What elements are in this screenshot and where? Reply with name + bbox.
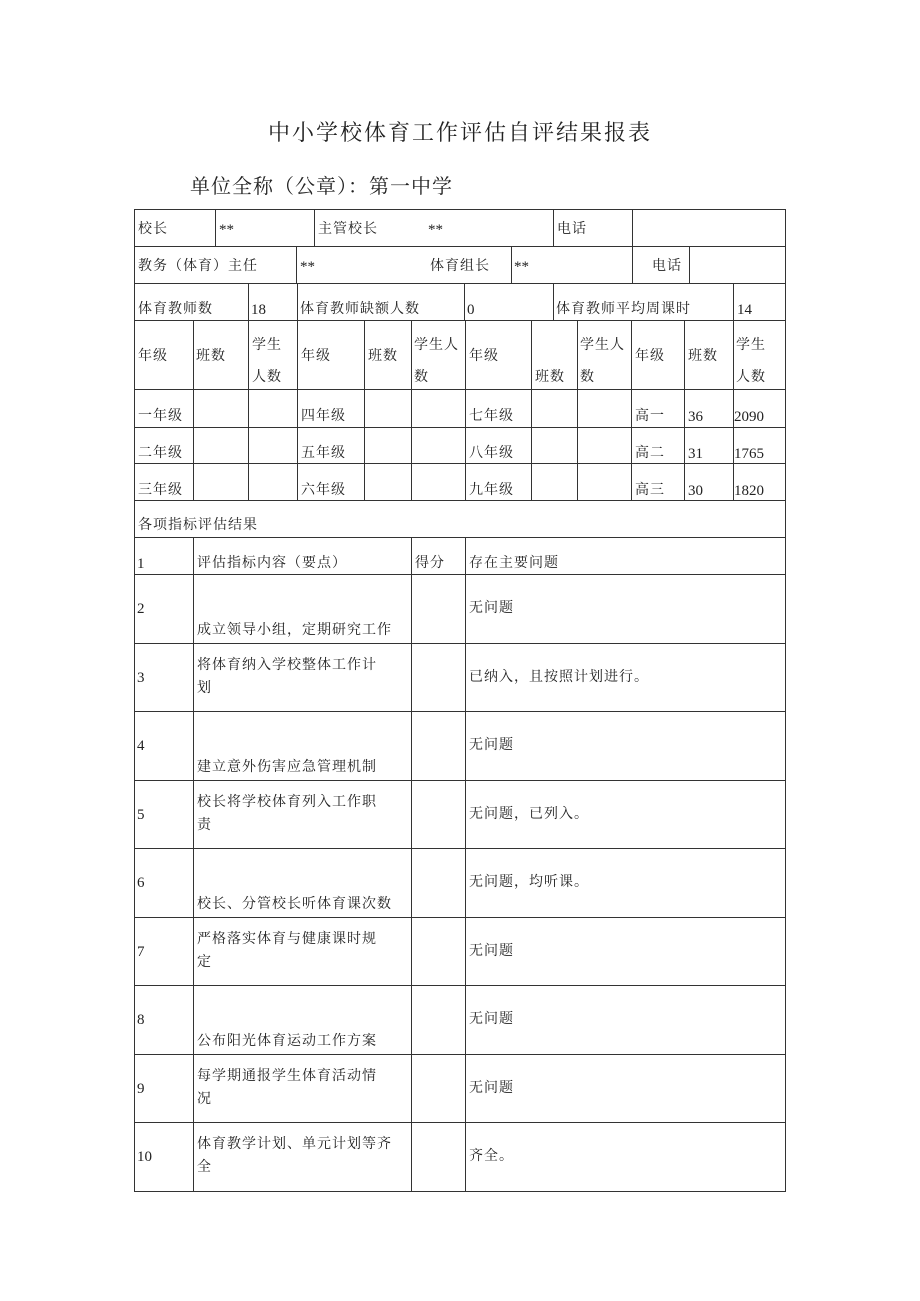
students-header: 学生人 <box>580 337 625 353</box>
grade-cell: 三年级 <box>138 482 183 498</box>
students-header: 学生人 <box>414 337 459 353</box>
unit-name: 单位全称（公章）：第一中学 <box>190 174 453 198</box>
grade-cell: 高二 <box>635 445 665 461</box>
eval-item-no: 10 <box>137 1149 152 1165</box>
v-line <box>364 320 365 500</box>
hours-value: 14 <box>737 302 752 318</box>
classes-header: 班数 <box>196 348 226 364</box>
principal-value: ** <box>219 222 234 238</box>
eval-item-content: 全 <box>197 1159 212 1175</box>
h-line <box>134 320 786 321</box>
eval-item-content: 成立领导小组，定期研究工作 <box>197 622 392 638</box>
v-line <box>577 320 578 500</box>
students-header: 人数 <box>252 369 282 385</box>
eval-item-no: 3 <box>137 670 145 686</box>
dean-value: ** <box>300 259 315 275</box>
v-line <box>297 320 298 500</box>
eval-item-content: 校长将学校体育列入工作职 <box>197 794 377 810</box>
phone-label: 电话 <box>557 221 587 237</box>
students-header: 数 <box>414 369 429 385</box>
v-line <box>632 209 633 246</box>
grade-cell: 九年级 <box>469 482 514 498</box>
leader-value: ** <box>514 259 529 275</box>
eval-item-content: 定 <box>197 954 212 970</box>
grade-cell: 高三 <box>635 482 665 498</box>
page-title: 中小学校体育工作评估自评结果报表 <box>267 121 652 146</box>
grade-header: 年级 <box>635 348 665 364</box>
eval-item-content: 体育教学计划、单元计划等齐 <box>197 1136 392 1152</box>
vacancy-value: 0 <box>467 302 475 318</box>
h-line <box>134 780 786 781</box>
v-line <box>248 283 249 320</box>
students-header: 人数 <box>736 369 766 385</box>
eval-item-content: 严格落实体育与健康课时规 <box>197 931 377 947</box>
h-line <box>134 1191 786 1192</box>
students-header: 学生 <box>736 337 766 353</box>
eval-head-content: 评估指标内容（要点） <box>197 555 347 571</box>
grade-header: 年级 <box>301 348 331 364</box>
grade-header: 年级 <box>138 348 168 364</box>
deputy-label: 主管校长 <box>318 221 378 237</box>
h-line <box>134 917 786 918</box>
grade-cell: 六年级 <box>301 482 346 498</box>
eval-item-content: 况 <box>197 1091 212 1107</box>
h-line <box>134 209 786 210</box>
h-line <box>134 985 786 986</box>
v-line <box>631 320 632 500</box>
eval-item-content: 校长、分管校长听体育课次数 <box>197 896 392 912</box>
v-line <box>314 209 315 246</box>
grade-cell: 2090 <box>734 409 764 425</box>
eval-item-no: 6 <box>137 875 145 891</box>
eval-item-issue: 无问题，均听课。 <box>469 874 589 890</box>
v-line <box>297 283 298 320</box>
phone2-label: 电话 <box>652 258 682 274</box>
h-line <box>134 389 786 390</box>
v-line <box>411 320 412 500</box>
v-line <box>215 209 216 246</box>
grade-cell: 31 <box>688 446 703 462</box>
grade-header: 年级 <box>469 348 499 364</box>
h-line <box>134 574 786 575</box>
v-line <box>632 246 633 283</box>
grade-cell: 八年级 <box>469 445 514 461</box>
eval-section-title: 各项指标评估结果 <box>138 517 258 533</box>
vacancy-label: 体育教师缺额人数 <box>300 301 420 317</box>
v-line <box>465 537 466 1192</box>
grade-cell: 二年级 <box>138 445 183 461</box>
v-line <box>689 246 690 283</box>
eval-item-issue: 无问题，已列入。 <box>469 806 589 822</box>
grade-cell: 一年级 <box>138 408 183 424</box>
h-line <box>134 848 786 849</box>
eval-item-no: 8 <box>137 1012 145 1028</box>
eval-item-no: 4 <box>137 738 145 754</box>
grade-cell: 30 <box>688 483 703 499</box>
h-line <box>134 283 786 284</box>
grade-cell: 36 <box>688 409 703 425</box>
v-line <box>465 320 466 500</box>
v-line <box>684 320 685 500</box>
students-header: 学生 <box>252 337 282 353</box>
v-line <box>531 320 532 500</box>
grade-cell: 1820 <box>734 483 764 499</box>
h-line <box>134 1122 786 1123</box>
eval-item-no: 5 <box>137 807 145 823</box>
grade-cell: 四年级 <box>301 408 346 424</box>
v-line <box>134 209 135 1192</box>
classes-header: 班数 <box>535 369 565 385</box>
eval-item-content: 建立意外伤害应急管理机制 <box>197 759 377 775</box>
classes-header: 班数 <box>368 348 398 364</box>
v-line <box>464 283 465 320</box>
v-line <box>193 320 194 500</box>
eval-item-issue: 无问题 <box>469 1080 514 1096</box>
eval-item-content: 公布阳光体育运动工作方案 <box>197 1033 377 1049</box>
eval-item-content: 划 <box>197 680 212 696</box>
teachers-label: 体育教师数 <box>138 301 213 317</box>
eval-item-content: 每学期通报学生体育活动情 <box>197 1068 377 1084</box>
students-header: 数 <box>580 369 595 385</box>
v-line <box>511 246 512 283</box>
teachers-value: 18 <box>251 302 266 318</box>
eval-item-issue: 无问题 <box>469 600 514 616</box>
eval-head-score: 得分 <box>415 555 445 571</box>
v-line <box>553 283 554 320</box>
h-line <box>134 711 786 712</box>
eval-item-issue: 齐全。 <box>469 1148 514 1164</box>
v-line <box>296 246 297 283</box>
leader-label: 体育组长 <box>430 258 490 274</box>
eval-item-issue: 无问题 <box>469 943 514 959</box>
grade-cell: 七年级 <box>469 408 514 424</box>
v-line <box>553 209 554 246</box>
eval-item-issue: 已纳入，且按照计划进行。 <box>469 669 649 685</box>
grade-cell: 1765 <box>734 446 764 462</box>
eval-item-content: 将体育纳入学校整体工作计 <box>197 657 377 673</box>
eval-item-issue: 无问题 <box>469 1011 514 1027</box>
grade-cell: 五年级 <box>301 445 346 461</box>
h-line <box>134 537 786 538</box>
dean-label: 教务（体育）主任 <box>138 258 258 274</box>
v-line <box>248 320 249 500</box>
eval-item-no: 7 <box>137 944 145 960</box>
v-line <box>193 537 194 1192</box>
eval-item-no: 9 <box>137 1081 145 1097</box>
eval-head-issue: 存在主要问题 <box>469 555 559 571</box>
principal-label: 校长 <box>138 221 168 237</box>
v-line <box>411 537 412 1192</box>
h-line <box>134 643 786 644</box>
grade-cell: 高一 <box>635 408 665 424</box>
classes-header: 班数 <box>688 348 718 364</box>
eval-item-content: 责 <box>197 817 212 833</box>
h-line <box>134 1054 786 1055</box>
v-line <box>785 209 786 1192</box>
deputy-value: ** <box>428 222 443 238</box>
v-line <box>733 283 734 320</box>
eval-item-issue: 无问题 <box>469 737 514 753</box>
hours-label: 体育教师平均周课时 <box>556 301 691 317</box>
eval-head-no: 1 <box>137 556 145 572</box>
eval-item-no: 2 <box>137 601 145 617</box>
